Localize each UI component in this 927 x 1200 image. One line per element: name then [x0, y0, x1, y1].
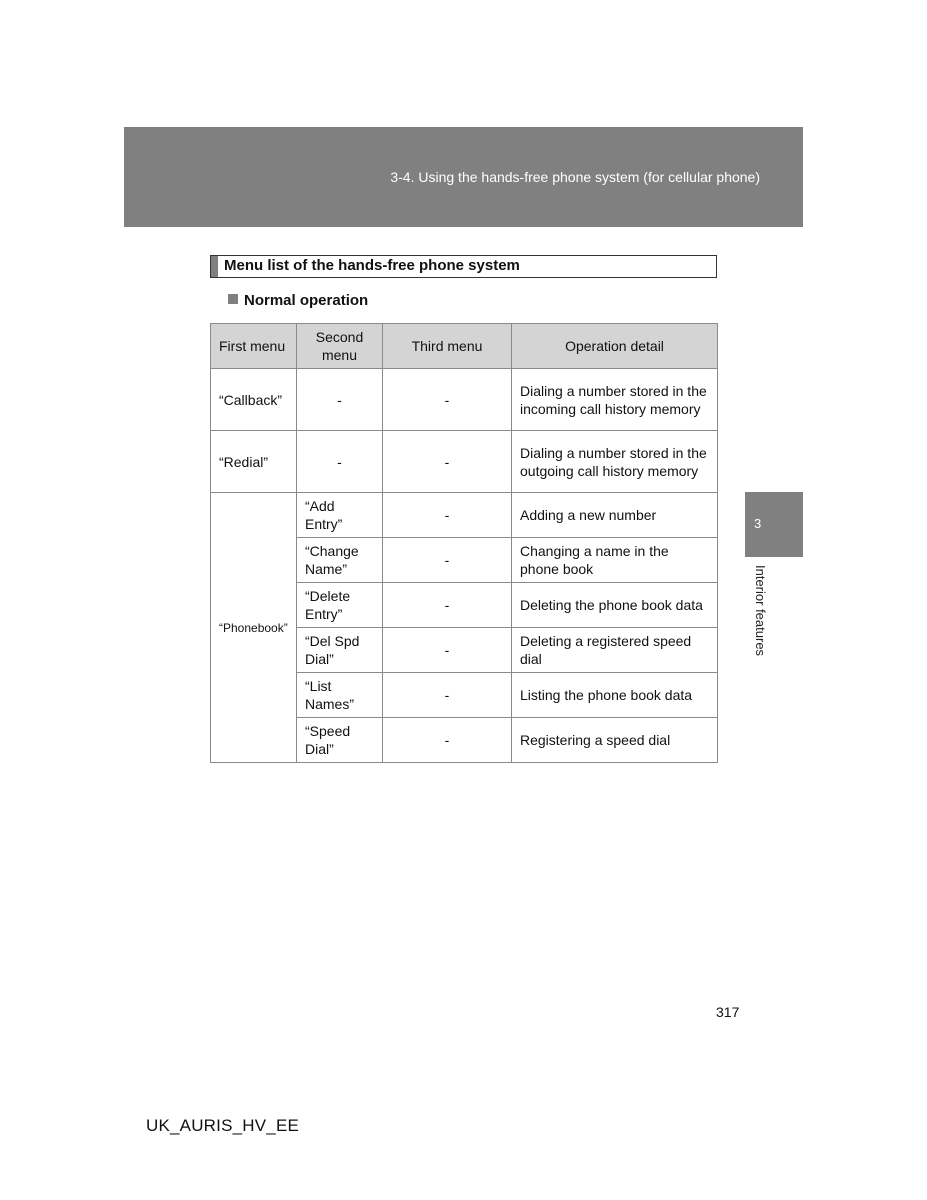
second-menu-cell: - — [297, 431, 383, 493]
third-menu-cell: - — [383, 718, 512, 763]
third-menu-cell: - — [383, 673, 512, 718]
chapter-side-label: Interior features — [753, 565, 768, 657]
page-number: 317 — [716, 1004, 740, 1020]
second-menu-cell: “Speed Dial” — [297, 718, 383, 763]
third-menu-cell: - — [383, 628, 512, 673]
third-menu-cell: - — [383, 369, 512, 431]
operation-detail-cell: Dialing a number stored in the incoming call history memory — [512, 369, 718, 431]
section-heading-marker — [211, 256, 218, 277]
third-menu-cell: - — [383, 538, 512, 583]
footer-document-code: UK_AURIS_HV_EE — [146, 1116, 300, 1135]
table-row — [211, 431, 718, 493]
second-menu-cell: - — [297, 369, 383, 431]
third-menu-cell: - — [383, 493, 512, 538]
operation-detail-cell: Registering a speed dial — [512, 718, 718, 763]
chapter-number: 3 — [754, 516, 762, 531]
second-menu-cell: “Change Name” — [297, 538, 383, 583]
first-menu-cell: “Redial” — [211, 431, 297, 493]
second-menu-cell: “Delete Entry” — [297, 583, 383, 628]
table-header-row — [211, 324, 718, 369]
column-header-third-menu: Third menu — [383, 324, 512, 369]
operation-detail-cell: Adding a new number — [512, 493, 718, 538]
subheading — [228, 292, 368, 309]
table-row — [211, 369, 718, 431]
section-title: Menu list of the hands-free phone system — [224, 257, 520, 274]
header-band — [124, 127, 803, 227]
table-row — [211, 493, 718, 538]
first-menu-cell-phonebook: “Phonebook” — [211, 493, 297, 763]
column-header-second-menu: Second menu — [297, 324, 383, 369]
second-menu-cell: “List Names” — [297, 673, 383, 718]
second-menu-cell: “Add Entry” — [297, 493, 383, 538]
menu-table — [210, 323, 718, 763]
square-bullet-icon — [228, 294, 238, 304]
operation-detail-cell: Deleting the phone book data — [512, 583, 718, 628]
subheading-label: Normal operation — [244, 292, 369, 309]
third-menu-cell: - — [383, 583, 512, 628]
chapter-section-title: 3-4. Using the hands-free phone system (for cellular phone) — [390, 169, 760, 185]
column-header-operation-detail: Operation detail — [512, 324, 718, 369]
operation-detail-cell: Deleting a registered speed dial — [512, 628, 718, 673]
operation-detail-cell: Changing a name in the phone book — [512, 538, 718, 583]
operation-detail-cell: Dialing a number stored in the outgoing call history memory — [512, 431, 718, 493]
first-menu-cell: “Callback” — [211, 369, 297, 431]
chapter-side-tab — [745, 492, 803, 557]
operation-detail-cell: Listing the phone book data — [512, 673, 718, 718]
second-menu-cell: “Del Spd Dial” — [297, 628, 383, 673]
column-header-first-menu: First menu — [211, 324, 297, 369]
third-menu-cell: - — [383, 431, 512, 493]
section-heading-box — [210, 255, 717, 278]
